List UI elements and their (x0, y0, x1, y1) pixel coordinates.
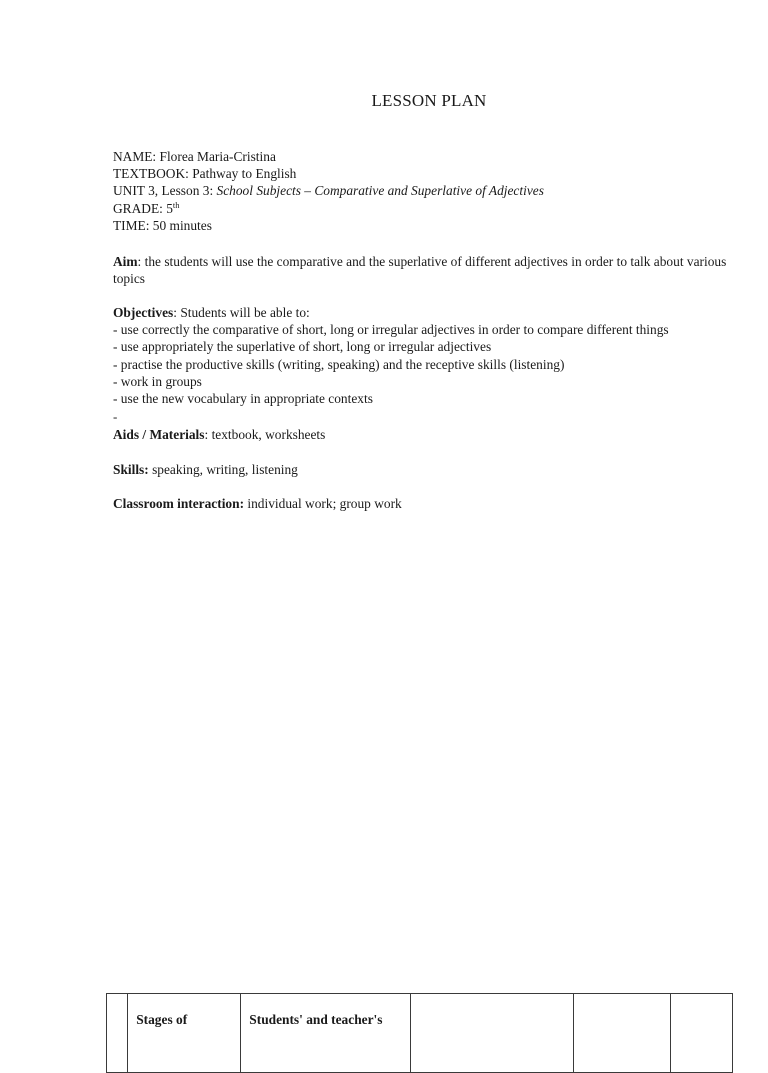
stray-dash: - (113, 409, 118, 424)
aim-text: : the students will use the comparative and the superlative of different adjectives in order to talk about various topics (113, 254, 727, 287)
document-title: LESSON PLAN (371, 91, 487, 110)
skills-label: Skills: (113, 462, 149, 477)
interaction-section (113, 495, 753, 512)
table-header-cell: Stages of (128, 994, 241, 1073)
grade-suffix: th (172, 199, 180, 210)
table-header-cell (574, 994, 671, 1073)
time-line: TIME: 50 minutes (113, 217, 212, 233)
objectives-heading (113, 304, 753, 321)
interaction-label: Classroom interaction: (113, 496, 245, 511)
name-line: NAME: Florea Maria-Cristina (113, 149, 276, 164)
aim-section (113, 253, 738, 287)
aids-label: Aids / Materials (113, 427, 205, 442)
unit-line (113, 182, 753, 199)
unit-topic: School Subjects – Comparative and Superlative of Adjectives (216, 183, 544, 199)
table-header-cell (410, 994, 574, 1073)
aids-text: : textbook, worksheets (204, 427, 326, 442)
objectives-intro: : Students will be able to: (173, 305, 310, 320)
table-header-cell (671, 994, 733, 1073)
table-header-cell (107, 994, 128, 1073)
textbook-line: TEXTBOOK: Pathway to English (113, 166, 297, 182)
aim-label: Aim (113, 254, 138, 269)
objective-item: - use the new vocabulary in appropriate contexts (113, 391, 373, 407)
table-header-cell: Students' and teacher's (241, 994, 411, 1073)
unit-prefix: UNIT 3, Lesson 3: (113, 183, 217, 199)
table-header-row (107, 994, 733, 1073)
grade-line (113, 200, 753, 217)
objective-item: - use correctly the comparative of short, long or irregular adjectives in order to compare different things (113, 322, 669, 338)
lesson-info (113, 148, 753, 234)
objective-item: - work in groups (113, 373, 202, 389)
lesson-stages-table (106, 993, 733, 1073)
skills-text: speaking, writing, listening (148, 462, 298, 477)
objective-item: - use appropriately the superlative of short, long or irregular adjectives (113, 339, 492, 355)
objectives-section (113, 304, 753, 407)
objective-item: - practise the productive skills (writing, speaking) and the receptive skills (listening) (113, 356, 565, 372)
objectives-label: Objectives (113, 305, 174, 320)
interaction-text: individual work; group work (244, 496, 402, 511)
aids-section (113, 426, 753, 443)
skills-section (113, 461, 753, 478)
grade-prefix: GRADE: 5 (113, 200, 173, 216)
